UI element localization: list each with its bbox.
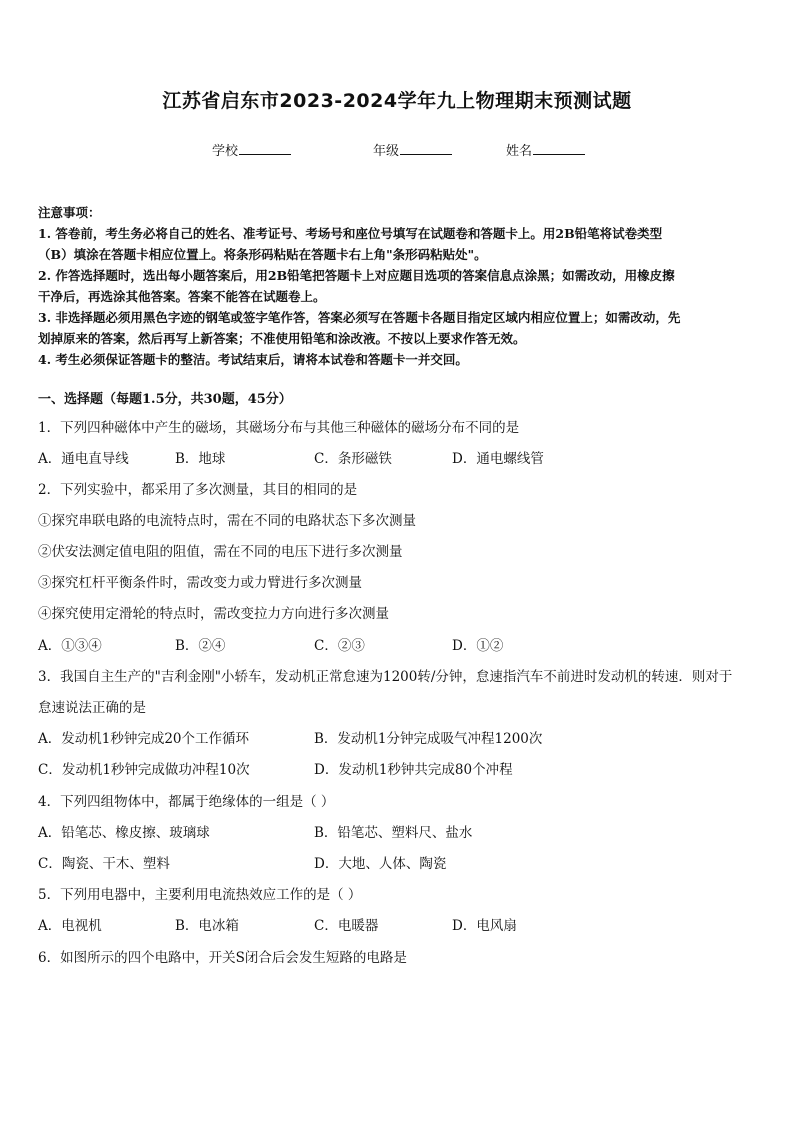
- question-5-option-a: A．电视机: [38, 918, 102, 934]
- question-5-option-d: D．电风扇: [452, 918, 517, 934]
- notes-line: 3. 非选择题必须用黑色字迹的钢笔或签字笔作答，答案必须写在答题卡各题目指定区域内相应位置上；如需改动，先: [38, 310, 681, 325]
- notes-line: 干净后，再选涂其他答案。答案不能答在试题卷上。: [38, 289, 326, 304]
- name-label: 姓名: [506, 144, 533, 159]
- question-2-statement-2: ②伏安法测定值电阻的阻值，需在不同的电压下进行多次测量: [38, 544, 403, 560]
- notes-block: [38, 202, 758, 370]
- question-4-option-d: D．大地、人体、陶瓷: [314, 856, 447, 872]
- question-1-option-b: B．地球: [175, 451, 226, 467]
- question-1-option-d: D．通电螺线管: [452, 451, 544, 467]
- notes-line: 1. 答卷前，考生务必将自己的姓名、准考证号、考场号和座位号填写在试题卷和答题卡上。用2B铅笔将试卷类型: [38, 226, 663, 241]
- name-field: [506, 140, 585, 159]
- question-6-stem: 6．如图所示的四个电路中，开关S闭合后会发生短路的电路是: [38, 950, 407, 966]
- question-1-stem: 1．下列四种磁体中产生的磁场，其磁场分布与其他三种磁体的磁场分布不同的是: [38, 420, 520, 436]
- notes-line: 4. 考生必须保证答题卡的整洁。考试结束后，请将本试卷和答题卡一并交回。: [38, 352, 468, 367]
- question-2-statement-1: ①探究串联电路的电流特点时，需在不同的电路状态下多次测量: [38, 513, 416, 529]
- notes-heading: 注意事项：: [38, 205, 101, 220]
- question-2-stem: 2．下列实验中，都采用了多次测量，其目的相同的是: [38, 482, 358, 498]
- question-3-stem-line-1: 3．我国自主生产的"吉利金刚"小轿车，发动机正常怠速为1200转/分钟，怠速指汽车不前进时发动机的转速．则对于: [38, 669, 733, 685]
- school-label: 学校: [212, 144, 239, 159]
- question-2-option-d: D．①②: [452, 638, 504, 654]
- question-5-option-c: C．电暖器: [314, 918, 379, 934]
- question-3-option-d: D．发动机1秒钟共完成80个冲程: [314, 762, 513, 778]
- question-3-option-a: A．发动机1秒钟完成20个工作循环: [38, 731, 250, 747]
- question-4-option-c: C．陶瓷、干木、塑料: [38, 856, 170, 872]
- notes-line: 划掉原来的答案，然后再写上新答案；不准使用铅笔和涂改液。不按以上要求作答无效。: [38, 331, 526, 346]
- question-2-statement-3: ③探究杠杆平衡条件时，需改变力或力臂进行多次测量: [38, 575, 362, 591]
- question-2-option-a: A．①③④: [38, 638, 102, 654]
- grade-label: 年级: [373, 144, 400, 159]
- question-2-option-c: C．②③: [314, 638, 365, 654]
- question-3-stem-line-2: 怠速说法正确的是: [38, 700, 146, 716]
- question-2-statement-4: ④探究使用定滑轮的特点时，需改变拉力方向进行多次测量: [38, 606, 389, 622]
- section-title: 一、选择题（每题1.5分，共30题，45分）: [38, 392, 292, 407]
- question-3-option-b: B．发动机1分钟完成吸气冲程1200次: [314, 731, 543, 747]
- school-field: [212, 140, 291, 159]
- exam-title: 江苏省启东市2023-2024学年九上物理期末预测试题: [162, 90, 632, 112]
- question-4-stem: 4．下列四组物体中，都属于绝缘体的一组是（ ）: [38, 794, 335, 810]
- question-2-option-b: B．②④: [175, 638, 226, 654]
- question-3-option-c: C．发动机1秒钟完成做功冲程10次: [38, 762, 250, 778]
- grade-blank: [400, 142, 452, 155]
- notes-line: 2. 作答选择题时，选出每小题答案后，用2B铅笔把答题卡上对应题目选项的答案信息点涂黑；如需改动，用橡皮擦: [38, 268, 675, 283]
- name-blank: [533, 142, 585, 155]
- school-blank: [239, 142, 291, 155]
- question-4-option-a: A．铅笔芯、橡皮擦、玻璃球: [38, 825, 210, 841]
- question-4-option-b: B．铅笔芯、塑料尺、盐水: [314, 825, 473, 841]
- question-5-stem: 5．下列用电器中，主要利用电流热效应工作的是（ ）: [38, 887, 362, 903]
- question-5-option-b: B．电冰箱: [175, 918, 239, 934]
- question-1-option-c: C．条形磁铁: [314, 451, 392, 467]
- question-1-option-a: A．通电直导线: [38, 451, 129, 467]
- notes-line: （B）填涂在答题卡相应位置上。将条形码粘贴在答题卡右上角"条形码粘贴处"。: [38, 247, 487, 262]
- grade-field: [373, 140, 452, 159]
